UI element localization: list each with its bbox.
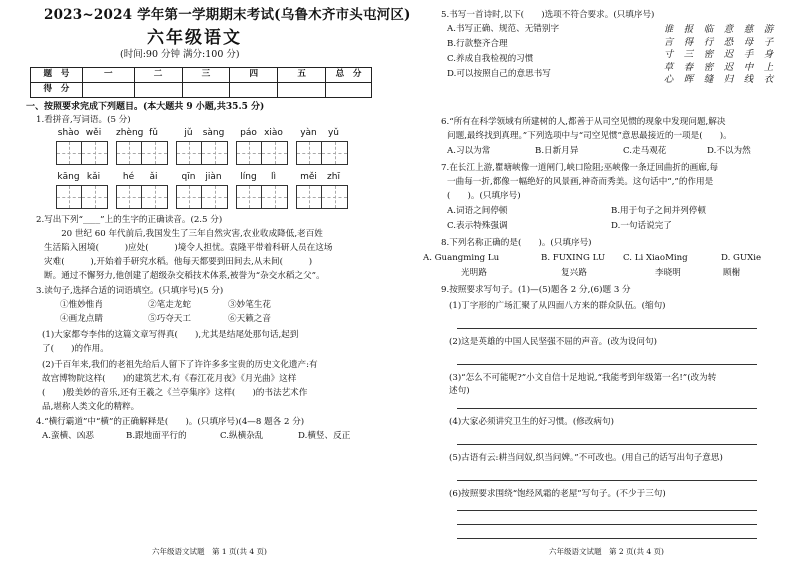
- pinyin: líng: [240, 172, 257, 182]
- answer-line[interactable]: [457, 480, 757, 481]
- sentence-line: (1)大家都夸李伟的这篇文章写得真( ),尤其是结尾处那句话,起到: [42, 330, 299, 340]
- option: D.不以为然: [707, 146, 751, 156]
- pinyin: hé: [122, 172, 135, 182]
- option: D.可以按照自己的意思书写: [447, 69, 551, 79]
- score-cell: 四: [230, 68, 278, 83]
- option: B.跟地面平行的: [126, 431, 187, 441]
- passage-line: 20 世纪 60 年代前后,我国发生了三年自然灾害,农业收成降低,老百姓: [44, 229, 323, 239]
- pinyin: lì: [270, 172, 276, 182]
- writing-grid[interactable]: [176, 185, 228, 209]
- pinyin: wěi: [85, 128, 102, 138]
- answer-line[interactable]: [457, 408, 757, 409]
- option: D. GUXie: [721, 253, 762, 263]
- writing-grid[interactable]: [116, 141, 168, 165]
- pinyin: kǎi: [86, 172, 101, 182]
- pinyin: měi: [300, 172, 317, 182]
- question-5: 5.书写一首诗时,以下( )选项不符合要求。(只填序号): [441, 10, 655, 20]
- poem-column: 临 行 密 密 缝: [703, 24, 714, 86]
- poem-column: 游 子 身 上 衣: [763, 24, 774, 86]
- answer-line[interactable]: [457, 538, 757, 539]
- pinyin: kāng: [57, 172, 80, 182]
- sub-question: (4)大家必须讲究卫生的好习惯。(修改病句): [449, 417, 614, 427]
- sentence-line: 了( )的作用。: [42, 344, 109, 354]
- exam-subtitle: 六年级语文: [147, 28, 242, 48]
- sub-question: (6)按照要求围绕“饱经风霜的老屋”写句子。(不少于三句): [449, 489, 666, 499]
- exam-title: 2023~2024 学年第一学期期末考试(乌鲁木齐市头屯河区): [44, 7, 411, 23]
- score-cell: 题 号: [31, 68, 83, 83]
- option: A.词语之间停顿: [447, 206, 508, 216]
- option-label: 复兴路: [561, 268, 587, 278]
- option: B. FUXING LU: [541, 253, 606, 263]
- question-7: 7.在长江上游,瞿塘峡像一道闸门,峡口险阻;巫峡像一条迂回曲折的画廊,每: [441, 163, 719, 173]
- writing-grid[interactable]: [56, 141, 108, 165]
- score-input[interactable]: [278, 83, 326, 98]
- question-6-cont: 问题,最终找到真理。”下列选项中与“司空见惯”意思最接近的一项是( )。: [447, 131, 732, 141]
- score-input[interactable]: [134, 83, 182, 98]
- question-4: 4.“横行霸道”中“横”的正确解释是( )。(只填序号)(4—8 题各 2 分): [36, 417, 305, 427]
- option: ④画龙点睛: [60, 314, 103, 324]
- question-2: 2.写出下列“____”上的生字的正确读音。(2.5 分): [36, 215, 223, 225]
- section-heading: 一、按照要求完成下列题目。(本大题共 9 小题,共35.5 分): [26, 102, 265, 112]
- score-input[interactable]: [230, 83, 278, 98]
- question-9: 9.按照要求写句子。(1)—(5)题各 2 分,(6)题 3 分: [441, 285, 631, 295]
- answer-line[interactable]: [457, 364, 757, 365]
- page-footer: 六年级语文试题 第 1 页(共 4 页): [152, 547, 267, 556]
- score-cell: 总 分: [326, 68, 372, 83]
- pinyin: zhī: [327, 172, 340, 182]
- option: D.横竖、反正: [298, 431, 351, 441]
- pinyin: xiào: [264, 128, 283, 138]
- writing-grid[interactable]: [56, 185, 108, 209]
- sub-question: (3)“怎么不可能呢?”小文自信十足地说,“我能考到年级第一名!”(改为转: [449, 373, 717, 383]
- score-table: [30, 67, 372, 98]
- score-input[interactable]: [182, 83, 230, 98]
- option-label: 光明路: [461, 268, 487, 278]
- option: A.蛮横、凶恶: [42, 431, 94, 441]
- writing-grid[interactable]: [296, 141, 348, 165]
- pinyin: páo: [240, 128, 257, 138]
- question-8: 8.下列名称正确的是( )。(只填序号): [441, 238, 592, 248]
- sentence-line: ( )般美妙的音乐,还有王羲之《兰亭集序》这样( )的书法艺术作: [42, 388, 308, 398]
- pinyin: fǔ: [149, 128, 158, 138]
- pinyin: shào: [57, 128, 80, 138]
- pinyin: yàn: [300, 128, 317, 138]
- option: A. Guangming Lu: [423, 253, 500, 263]
- page-footer: 六年级语文试题 第 2 页(共 4 页): [549, 547, 664, 556]
- pinyin: yǔ: [327, 128, 340, 138]
- passage-line: 生活陷入困境( )应处( )境令人担忧。袁隆平带着科研人员在这场: [44, 243, 333, 253]
- question-3: 3.读句子,选择合适的词语填空。(只填序号)(5 分): [36, 286, 224, 296]
- option: ②笔走龙蛇: [148, 300, 191, 310]
- answer-line[interactable]: [457, 524, 757, 525]
- score-input[interactable]: [326, 83, 372, 98]
- sub-question: (2)这是英雄的中国人民坚强不屈的声音。(改为设问句): [449, 337, 657, 347]
- answer-line[interactable]: [457, 328, 757, 329]
- poem-column: 慈 母 手 中 线: [743, 24, 754, 86]
- pinyin: jiàn: [205, 172, 222, 182]
- pinyin: qīn: [181, 172, 196, 182]
- passage-line: 灾难( ),开始着手研究水稻。他每天都要到田间去,从未间( ): [44, 257, 313, 267]
- question-6: 6.“所有在科学领域有所建树的人,都善于从司空见惯的现象中发现问题,解决: [441, 117, 726, 127]
- score-cell: 得 分: [31, 83, 83, 98]
- option: C. Li XiaoMing: [623, 253, 688, 263]
- score-table-row: [31, 83, 372, 98]
- passage-line: 断。通过不懈努力,他创建了超级杂交稻技术体系,被誉为“杂交水稻之父”。: [44, 271, 325, 281]
- sentence-line: (2)千百年来,我们的老祖先给后人留下了许许多多宝贵的历史文化遗产:有: [42, 360, 318, 370]
- option-label: 顾榭: [723, 268, 741, 278]
- option: D.一句话说完了: [611, 221, 672, 231]
- sub-question: (1)丁字形的广场汇聚了从四面八方来的群众队伍。(缩句): [449, 301, 666, 311]
- option: B.行款整齐合理: [447, 39, 508, 49]
- question-7-cont: ( )。(只填序号): [447, 191, 521, 201]
- score-cell: 二: [134, 68, 182, 83]
- score-input[interactable]: [82, 83, 134, 98]
- option: ⑤巧夺天工: [148, 314, 191, 324]
- option: C.养成自我检视的习惯: [447, 54, 534, 64]
- pinyin: ǎi: [149, 172, 158, 182]
- question-1: 1.看拼音,写词语。(5 分): [36, 115, 131, 125]
- score-cell: 三: [182, 68, 230, 83]
- score-table-header: [31, 68, 372, 83]
- answer-line[interactable]: [457, 444, 757, 445]
- sub-question-cont: 述句): [449, 386, 470, 396]
- writing-grid[interactable]: [296, 185, 348, 209]
- option: B.用于句子之间并列停顿: [611, 206, 706, 216]
- option: C.走马观花: [623, 146, 667, 156]
- sentence-line: 故宫博物院这样( )的建筑艺术,有《春江花月夜》《月光曲》这样: [42, 374, 297, 384]
- option: A.习以为常: [447, 146, 491, 156]
- time-score: (时间:90 分钟 满分:100 分): [120, 49, 240, 60]
- score-cell: 一: [82, 68, 134, 83]
- pinyin: sàng: [202, 128, 225, 138]
- option: B.日新月异: [535, 146, 579, 156]
- sentence-line: 品,堪称人类文化的精粹。: [42, 402, 140, 412]
- answer-line[interactable]: [457, 510, 757, 511]
- poem-column: 报 得 三 春 晖: [683, 24, 694, 86]
- pinyin: zhèng: [116, 128, 144, 138]
- writing-grid[interactable]: [116, 185, 168, 209]
- option: ①惟妙惟肖: [60, 300, 103, 310]
- writing-grid[interactable]: [176, 141, 228, 165]
- question-7-cont: 一曲每一折,都像一幅绝好的风景画,神奇而秀美。这句话中“,”的作用是: [447, 177, 714, 187]
- pinyin: jǔ: [184, 128, 193, 138]
- poem-column: 意 恐 迟 迟 归: [723, 24, 734, 86]
- option: C.表示特殊强调: [447, 221, 508, 231]
- option: ⑥天籁之音: [228, 314, 271, 324]
- writing-grid[interactable]: [236, 185, 288, 209]
- poem-column: 谁 言 寸 草 心: [663, 24, 674, 86]
- page-right: [397, 0, 794, 561]
- score-cell: 五: [278, 68, 326, 83]
- option-label: 李晓明: [655, 268, 681, 278]
- writing-grid[interactable]: [236, 141, 288, 165]
- option: C.纵横杂乱: [220, 431, 264, 441]
- option: ③妙笔生花: [228, 300, 271, 310]
- sub-question: (5)古语有云:耕当问奴,织当问婢。”不可改也。(用自己的话写出句子意思): [449, 453, 723, 463]
- poem-image: [661, 24, 781, 104]
- option: A.书写正确、规范、无错别字: [447, 24, 560, 34]
